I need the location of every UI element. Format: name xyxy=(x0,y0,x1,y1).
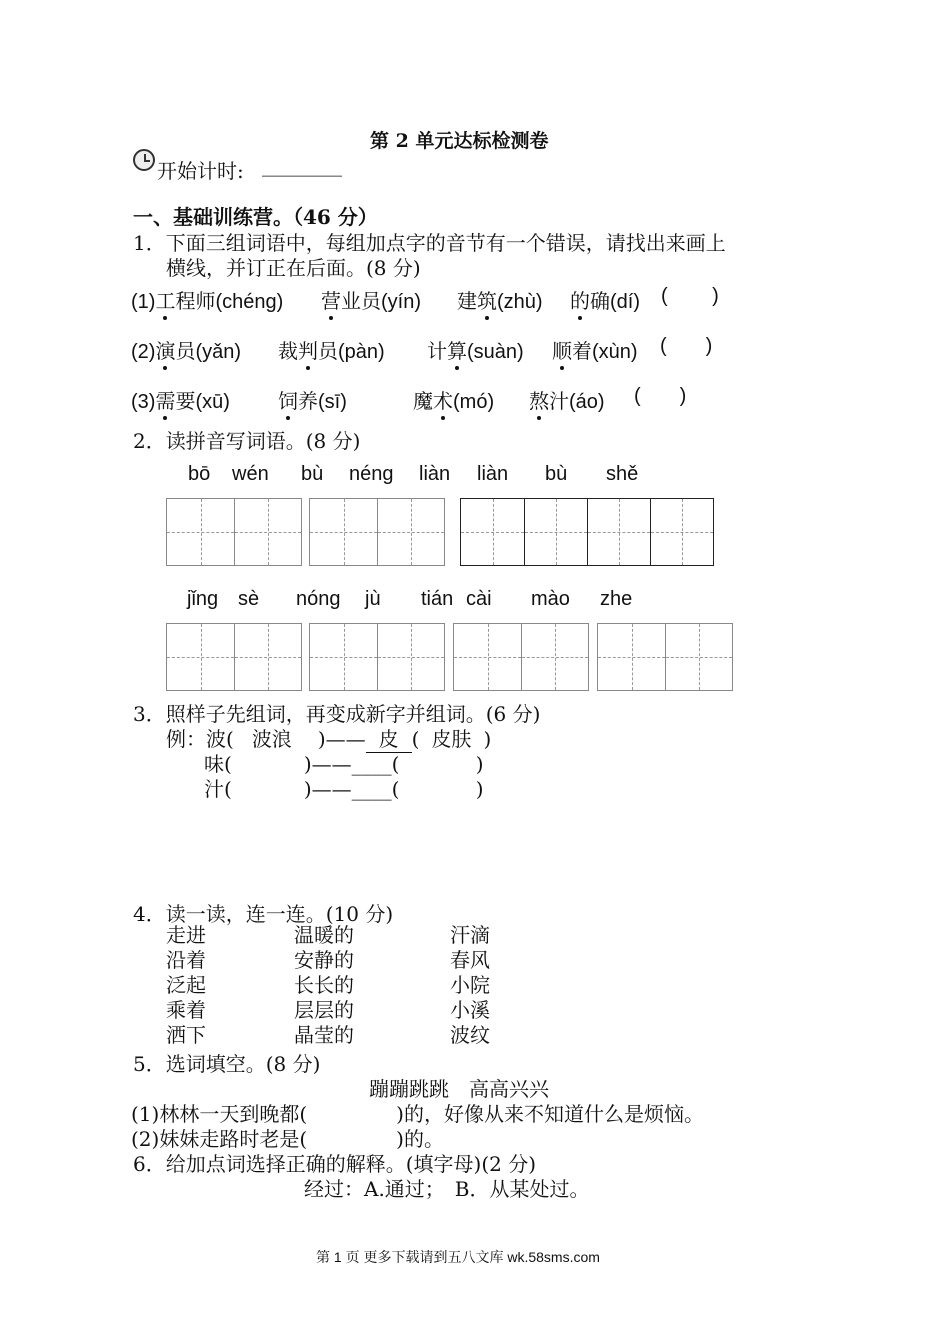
pinyin: mào xyxy=(531,588,570,610)
q1-row2-item2: 裁判员(pàn) xyxy=(278,335,385,364)
pinyin: liàn xyxy=(419,463,451,485)
pinyin: cài xyxy=(466,588,492,610)
pinyin: bō xyxy=(188,463,211,485)
pinyin: nóng xyxy=(296,588,341,610)
writing-grid[interactable] xyxy=(597,623,733,691)
match-item[interactable]: 波纹 xyxy=(450,1023,490,1047)
q1-row1-answer: ( ) xyxy=(661,285,719,307)
timer-blank: ________ xyxy=(262,153,342,177)
writing-cell[interactable] xyxy=(377,499,444,565)
match-item[interactable]: 长长的 xyxy=(294,973,354,997)
writing-cell[interactable] xyxy=(454,624,521,690)
page-footer: 第 1 页 更多下载请到五八文库 wk.58sms.com xyxy=(316,1249,600,1265)
q1-row1-item1: (1)工程师(chéng) xyxy=(131,285,283,314)
q5-title: 5．选词填空。(8 分) xyxy=(133,1052,321,1076)
q1-row2-item3: 计算(suàn) xyxy=(427,335,524,364)
q1-row3-item4: 熬汁(áo) xyxy=(529,385,605,414)
pinyin: sè xyxy=(238,588,260,610)
match-item[interactable]: 洒下 xyxy=(166,1023,206,1047)
writing-grid[interactable] xyxy=(309,498,445,566)
match-item[interactable]: 温暖的 xyxy=(294,923,354,947)
match-item[interactable]: 汗滴 xyxy=(450,923,490,947)
q3-title: 3．照样子先组词，再变成新字并组词。(6 分) xyxy=(133,702,541,726)
q5-sentence-2: (2)妹妹走路时老是( )的。 xyxy=(131,1127,444,1151)
page-title: 第 2 单元达标检测卷 xyxy=(370,130,549,152)
q5-sentence-1: (1)林林一天到晚都( )的，好像从来不知道什么是烦恼。 xyxy=(131,1102,704,1126)
writing-cell[interactable] xyxy=(167,624,234,690)
q4-title: 4．读一读，连一连。(10 分) xyxy=(133,902,394,926)
q3-example: 例：波( 波浪 )—— 皮 ( 皮肤 ) xyxy=(166,723,491,753)
writing-cell[interactable] xyxy=(234,624,301,690)
match-item[interactable]: 春风 xyxy=(450,948,490,972)
pinyin: néng xyxy=(349,463,394,485)
pinyin: jù xyxy=(365,588,381,610)
writing-cell[interactable] xyxy=(650,499,713,565)
writing-cell[interactable] xyxy=(461,499,524,565)
q1-row1-item4: 的确(dí) xyxy=(570,285,640,314)
match-item[interactable]: 乘着 xyxy=(166,998,206,1022)
q1-line2: 横线，并订正在后面。(8 分) xyxy=(166,256,421,280)
writing-cell[interactable] xyxy=(310,499,377,565)
q1-row3-answer: ( ) xyxy=(634,385,687,407)
q1-row2-item4: 顺着(xùn) xyxy=(552,335,638,364)
q1-row1-item3: 建筑(zhù) xyxy=(457,285,543,314)
q1-row2-answer: ( ) xyxy=(660,335,713,357)
q1-row3-item2: 饲养(sī) xyxy=(278,385,347,414)
pinyin: bù xyxy=(545,463,568,485)
clock-icon xyxy=(133,149,155,171)
writing-grid[interactable] xyxy=(453,623,589,691)
q1-line1: 1．下面三组词语中，每组加点字的音节有一个错误，请找出来画上 xyxy=(133,231,726,255)
section-heading: 一、基础训练营。（46 分） xyxy=(133,205,378,229)
q6-title: 6．给加点词选择正确的解释。(填字母)(2 分) xyxy=(133,1152,537,1176)
pinyin: liàn xyxy=(477,463,509,485)
pinyin: jǐng xyxy=(187,588,219,610)
writing-cell[interactable] xyxy=(524,499,587,565)
pinyin: wén xyxy=(232,463,269,485)
writing-cell[interactable] xyxy=(377,624,444,690)
writing-grid[interactable] xyxy=(309,623,445,691)
q1-row2-item1: (2)演员(yǎn) xyxy=(131,335,241,364)
pinyin: zhe xyxy=(600,588,633,610)
pinyin: bù xyxy=(301,463,324,485)
timer-label: 开始计时: xyxy=(157,159,244,183)
match-item[interactable]: 层层的 xyxy=(294,998,354,1022)
q2-title: 2．读拼音写词语。(8 分) xyxy=(133,429,361,453)
q4-col1[interactable] xyxy=(166,923,206,1048)
writing-cell[interactable] xyxy=(310,624,377,690)
match-item[interactable]: 小溪 xyxy=(450,998,490,1022)
writing-cell[interactable] xyxy=(234,499,301,565)
writing-cell[interactable] xyxy=(665,624,732,690)
match-item[interactable]: 安静的 xyxy=(294,948,354,972)
q4-col3[interactable] xyxy=(450,923,490,1048)
q1-row3-item3: 魔术(mó) xyxy=(413,385,494,414)
writing-cell[interactable] xyxy=(598,624,665,690)
q5-options: 蹦蹦跳跳 高高兴兴 xyxy=(369,1077,549,1101)
writing-grid[interactable] xyxy=(460,498,714,566)
writing-cell[interactable] xyxy=(521,624,588,690)
match-item[interactable]: 沿着 xyxy=(166,948,206,972)
writing-grid[interactable] xyxy=(166,623,302,691)
pinyin: shě xyxy=(606,463,639,485)
match-item[interactable]: 泛起 xyxy=(166,973,206,997)
q3-item-1: 味( )——____( ) xyxy=(204,752,484,776)
writing-cell[interactable] xyxy=(587,499,650,565)
q1-row3-item1: (3)需要(xū) xyxy=(131,385,230,414)
q6-definition: 经过：A.通过； B．从某处过。 xyxy=(304,1177,590,1201)
writing-grid[interactable] xyxy=(166,498,302,566)
q3-item-2: 汁( )——____( ) xyxy=(204,777,484,801)
pinyin: tián xyxy=(421,588,454,610)
q4-col2[interactable] xyxy=(294,923,354,1048)
q1-row1-item2: 营业员(yín) xyxy=(321,285,421,314)
match-item[interactable]: 小院 xyxy=(450,973,490,997)
writing-cell[interactable] xyxy=(167,499,234,565)
match-item[interactable]: 走进 xyxy=(166,923,206,947)
match-item[interactable]: 晶莹的 xyxy=(294,1023,354,1047)
